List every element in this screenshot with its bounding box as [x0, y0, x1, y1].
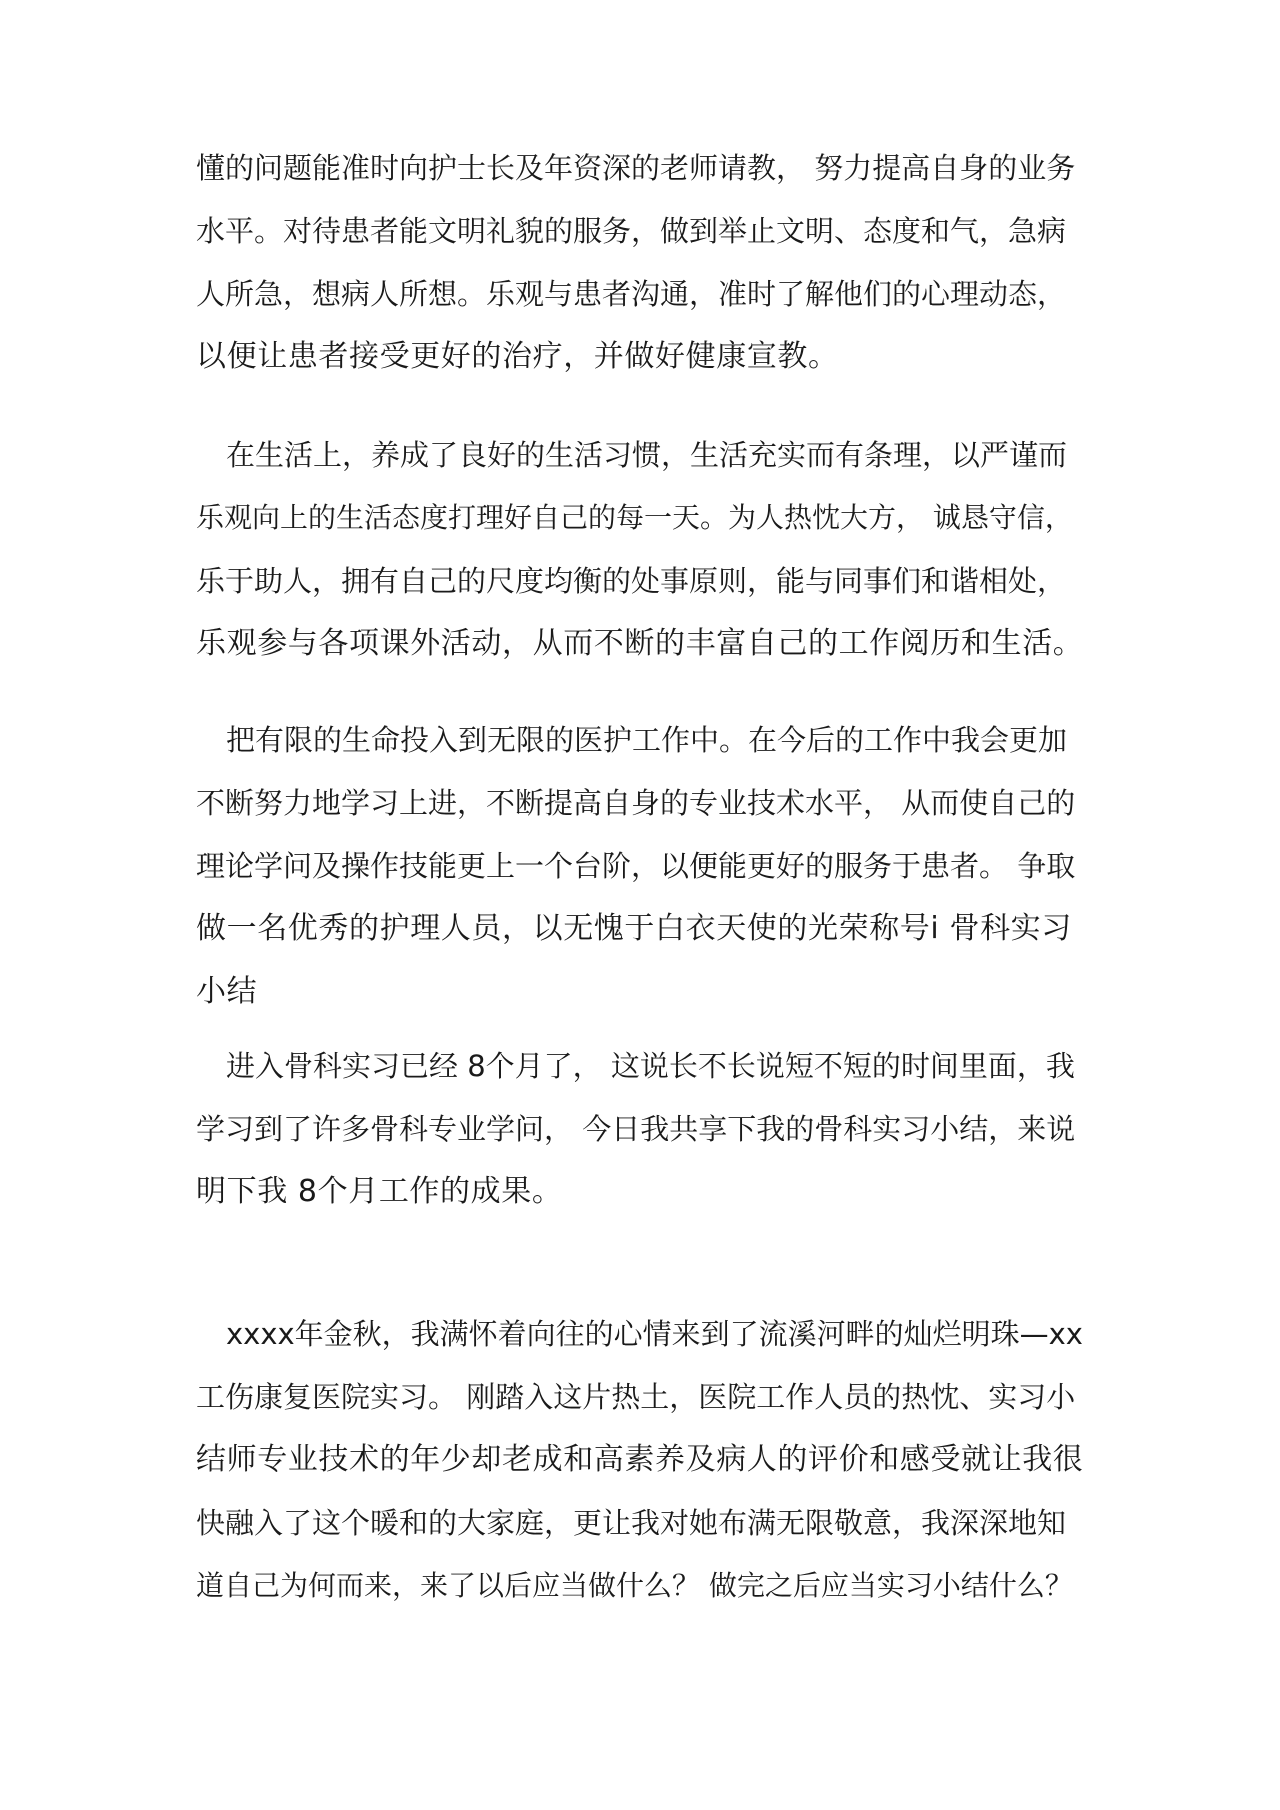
text-line: 水平。对待患者能文明礼貌的服务，做到举止文明、态度和气，急病: [196, 214, 1067, 248]
paragraph-first-line: xxxx年金秋，我满怀着向往的心情来到了流溪河畔的灿烂明珠—xx: [226, 1317, 1083, 1351]
text-line: 小结: [196, 974, 258, 1009]
paragraph-first-line: 进入骨科实习已经 8个月了， 这说长不长说短不短的时间里面，我: [226, 1049, 1075, 1083]
text-line: 工伤康复医院实习。 刚踏入这片热土，医院工作人员的热忱、实习小: [196, 1380, 1076, 1414]
text-line: 快融入了这个暖和的大家庭，更让我对她布满无限敬意，我深深地知: [196, 1506, 1067, 1540]
text-line: 乐于助人，拥有自己的尺度均衡的处事原则，能与同事们和谐相处，: [196, 564, 1067, 598]
text-line: 不断努力地学习上进，不断提高自身的专业技术水平， 从而使自己的: [196, 786, 1076, 820]
text-line: 以便让患者接受更好的治疗，并做好健康宣教。: [196, 339, 839, 374]
text-line: 道自己为何而来，来了以后应当做什么？ 做完之后应当实习小结什么？: [196, 1569, 1073, 1602]
text-line: 明下我 8个月工作的成果。: [196, 1174, 563, 1209]
paragraph-first-line: 在生活上，养成了良好的生活习惯，生活充实而有条理，以严谨而: [226, 438, 1068, 472]
text-line: 乐观向上的生活态度打理好自己的每一天。为人热忱大方， 诚恳守信，: [196, 501, 1073, 534]
text-line: 人所急，想病人所想。乐观与患者沟通，准时了解他们的心理动态，: [196, 277, 1067, 311]
text-line: 结师专业技术的年少却老成和高素养及病人的评价和感受就让我很: [196, 1442, 1084, 1477]
text-line: 乐观参与各项课外活动，从而不断的丰富自己的工作阅历和生活。: [196, 626, 1084, 661]
text-line: 学习到了许多骨科专业学问， 今日我共享下我的骨科实习小结，来说: [196, 1112, 1076, 1146]
paragraph-first-line: 把有限的生命投入到无限的医护工作中。在今后的工作中我会更加: [226, 723, 1068, 757]
text-line: 懂的问题能准时向护士长及年资深的老师请教， 努力提高自身的业务: [196, 151, 1076, 185]
text-line: 做一名优秀的护理人员，以无愧于白衣天使的光荣称号i 骨科实习: [196, 911, 1072, 946]
text-line: 理论学问及操作技能更上一个台阶，以便能更好的服务于患者。 争取: [196, 849, 1076, 883]
